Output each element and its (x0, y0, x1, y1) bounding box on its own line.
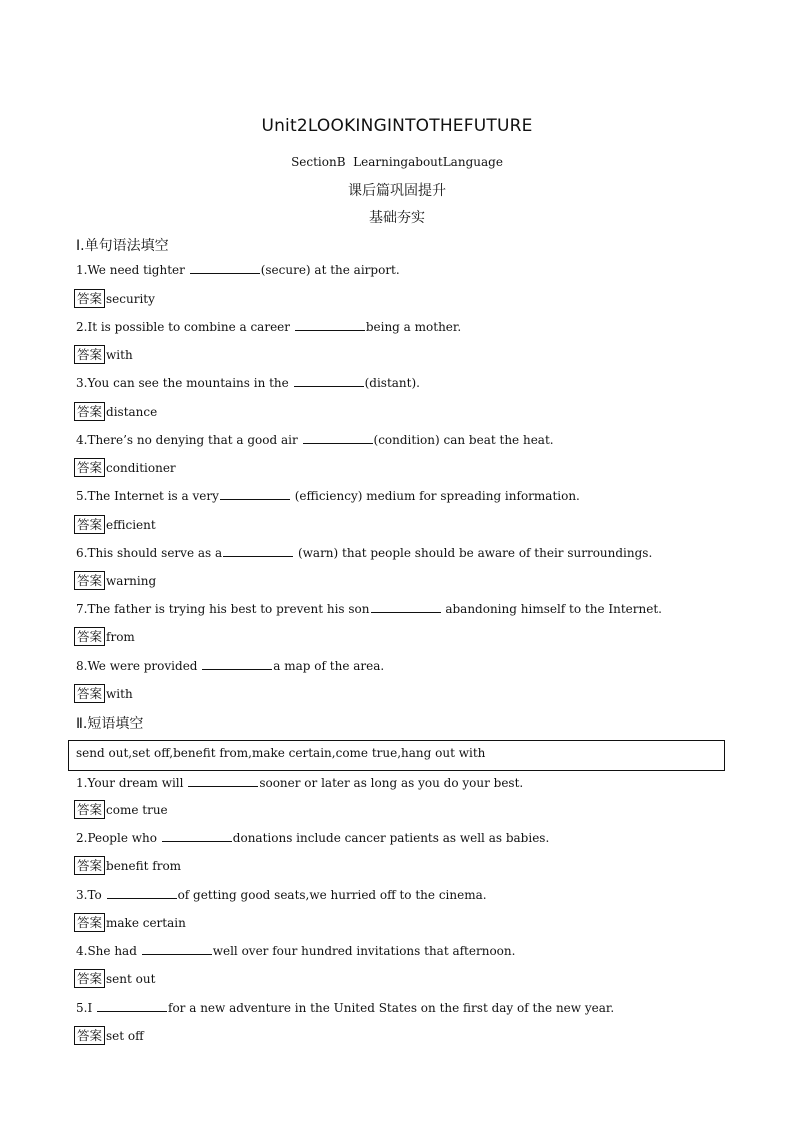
answer-1-5 (74, 515, 156, 534)
answer-blank (97, 1001, 167, 1012)
question-1-6 (76, 546, 652, 560)
answer-text: efficient (106, 517, 156, 532)
q-text-before: 3.To (76, 888, 106, 902)
answer-text: security (106, 291, 155, 306)
cn-heading-consolidation: 课后篇巩固提升 (348, 183, 446, 199)
answer-text: warning (106, 573, 157, 588)
answer-blank (220, 489, 290, 500)
q-text-after: for a new adventure in the United States on the first day of the new year. (168, 1001, 615, 1015)
answer-blank (223, 546, 293, 557)
answer-text: sent out (106, 971, 156, 986)
q-text-after: (condition) can beat the heat. (373, 433, 554, 447)
answer-blank (303, 433, 373, 444)
answer-blank (295, 320, 365, 331)
q-text-after: (efficiency) medium for spreading information. (290, 489, 580, 503)
phrase-box: send out,set off,benefit from,make certain,come true,hang out with (68, 740, 725, 771)
question-2-1 (76, 776, 523, 790)
answer-blank (188, 776, 258, 787)
answer-text: come true (106, 802, 168, 817)
answer-tag: 答案 (74, 684, 105, 703)
answer-tag: 答案 (74, 1026, 105, 1045)
question-1-8 (76, 659, 384, 673)
question-1-1 (76, 263, 400, 277)
q-text-after: (secure) at the airport. (260, 263, 400, 277)
page-title: Unit2LOOKINGINTOTHEFUTURE (261, 116, 533, 136)
q-text-before: 2.People who (76, 831, 161, 845)
answer-blank (294, 376, 364, 387)
answer-blank (371, 602, 441, 613)
question-2-4 (76, 944, 515, 958)
q-text-before: 3.You can see the mountains in the (76, 376, 293, 390)
answer-text: from (106, 629, 135, 644)
answer-2-2 (74, 856, 181, 875)
q-text-before: 5.The Internet is a very (76, 489, 219, 503)
q-text-after: well over four hundred invitations that afternoon. (212, 944, 516, 958)
q-text-after: (warn) that people should be aware of their surroundings. (294, 546, 653, 560)
answer-tag: 答案 (74, 571, 105, 590)
answer-tag: 答案 (74, 856, 105, 875)
answer-text: with (106, 686, 133, 701)
q-text-after: abandoning himself to the Internet. (441, 602, 662, 616)
q-text-after: being a mother. (365, 320, 462, 334)
answer-tag: 答案 (74, 913, 105, 932)
q-text-before: 8.We were provided (76, 659, 202, 673)
answer-tag: 答案 (74, 458, 105, 477)
answer-blank (142, 944, 212, 955)
answer-tag: 答案 (74, 627, 105, 646)
answer-1-7 (74, 627, 135, 646)
answer-1-4 (74, 458, 176, 477)
answer-1-8 (74, 684, 133, 703)
answer-text: with (106, 347, 133, 362)
answer-blank (202, 659, 272, 670)
answer-1-1 (74, 289, 155, 308)
q-text-after: sooner or later as long as you do your best. (259, 776, 524, 790)
answer-tag: 答案 (74, 345, 105, 364)
answer-1-3 (74, 402, 157, 421)
q-text-after: a map of the area. (273, 659, 385, 673)
section2-heading: Ⅱ.短语填空 (76, 716, 144, 732)
answer-blank (162, 831, 232, 842)
q-text-before: 6.This should serve as a (76, 546, 223, 560)
section-subtitle: SectionB LearningaboutLanguage (291, 155, 503, 169)
q-text-before: 5.I (76, 1001, 97, 1015)
cn-heading-basics: 基础夯实 (369, 210, 425, 226)
q-text-before: 2.It is possible to combine a career (76, 320, 294, 334)
answer-tag: 答案 (74, 800, 105, 819)
question-2-2 (76, 831, 549, 845)
answer-1-6 (74, 571, 156, 590)
answer-tag: 答案 (74, 289, 105, 308)
q-text-after: donations include cancer patients as well as babies. (232, 831, 550, 845)
q-text-before: 1.We need tighter (76, 263, 189, 277)
answer-tag: 答案 (74, 969, 105, 988)
question-1-4 (76, 433, 554, 447)
q-text-before: 7.The father is trying his best to prevent his son (76, 602, 370, 616)
question-1-7 (76, 602, 662, 616)
question-1-5 (76, 489, 580, 503)
q-text-after: of getting good seats,we hurried off to the cinema. (177, 888, 487, 902)
answer-tag: 答案 (74, 515, 105, 534)
answer-blank (107, 888, 177, 899)
answer-2-1 (74, 800, 168, 819)
q-text-before: 4.There’s no denying that a good air (76, 433, 302, 447)
question-1-2 (76, 320, 461, 334)
answer-tag: 答案 (74, 402, 105, 421)
answer-text: conditioner (106, 460, 176, 475)
answer-text: distance (106, 404, 158, 419)
answer-1-2 (74, 345, 133, 364)
answer-text: set off (106, 1028, 144, 1043)
q-text-before: 4.She had (76, 944, 141, 958)
answer-text: make certain (106, 915, 186, 930)
q-text-before: 1.Your dream will (76, 776, 188, 790)
answer-2-5 (74, 1026, 144, 1045)
answer-2-4 (74, 969, 155, 988)
question-1-3 (76, 376, 420, 390)
section1-heading: Ⅰ.单句语法填空 (76, 238, 169, 254)
question-2-5 (76, 1001, 614, 1015)
answer-blank (190, 263, 260, 274)
answer-2-3 (74, 913, 186, 932)
answer-text: benefit from (106, 858, 182, 873)
q-text-after: (distant). (364, 376, 420, 390)
question-2-3 (76, 888, 487, 902)
